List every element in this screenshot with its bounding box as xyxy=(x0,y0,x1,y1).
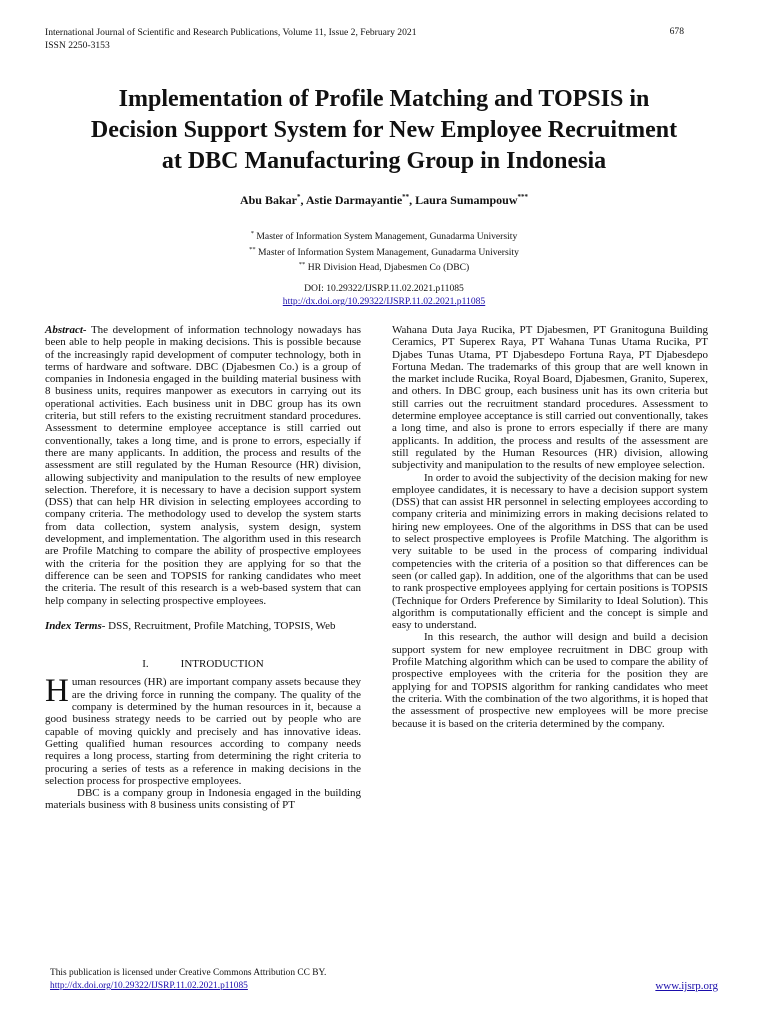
paper-title xyxy=(40,84,728,177)
title-line-1: Implementation of Profile Matching and TOPSIS in xyxy=(118,86,650,112)
affiliation-2-mark: ** xyxy=(249,245,256,253)
intro-paragraph-3: In order to avoid the subjectivity of the decision making for new employee candidates, it is necessary to have a decision support system (DSS) that can assist HR personnel in selecting employees according to company criteria and minimizing errors in making decisions related to hiring new employees. One of the algorithms in DSS that can be used to select prospective employees is Profile Matching. The algorithm is very suitable to be used in the process of comparing individual competencies with the criteria of a position so that differences can be seen (or called gap). In addition, one of the algorithms that can be used to rank prospective employees applying for certain positions is TOPSIS (Technique for Orders Preference by Similarity to Ideal Solution). This algorithm is computationally efficient and the concept is simple and easy to understand. xyxy=(392,471,708,632)
journal-name: International Journal of Scientific and Research Publications, Volume 11, Issue 2, February 2021 xyxy=(45,27,417,38)
left-column xyxy=(45,324,361,812)
index-terms-text: - DSS, Recruitment, Profile Matching, TOPSIS, Web xyxy=(101,619,336,632)
author-3: Laura Sumampouw xyxy=(415,193,518,207)
journal-website-link[interactable]: www.ijsrp.org xyxy=(655,980,718,992)
abstract-text: The development of information technology nowadays has been able to help people in making decisions. This is possible because of the increasingly rapid development of computer technology, both in terms of hardware and software. DBC (Djabesmen Co.) is a group of companies in Indonesia engaged in the building material business with 8 business units, requires manpower as executors in carrying out its operational activities. Each business unit in DBC group has its own criteria, but still refers to the existing recruitment standard procedures. Assessment to determine employee acceptance is still carried out conventionally, takes a long time, and is prone to errors, especially if there are many applicants. In addition, the process and results of the assessment are still regulated by the Human Resource (HR) division, allowing subjectivity and manipulation to the results of new employee selection. Therefore, it is necessary to have a decision support system (DSS) that can help HR division in selecting employees according to company criteria. The methodology used to develop the system starts from data collection, system analysis, system design, system development, and implementation. The algorithm used in this research are Profile Matching to compare the ability of prospective employees with the criteria for the position they are applying for so that the difference can be seen and TOPSIS for ranking candidates who meet the criteria. The result of this research is a web-based system that can help company in selecting prospective employees. xyxy=(45,324,361,607)
section-title-rest: NTRODUCTION xyxy=(184,658,264,671)
abstract xyxy=(45,324,361,607)
section-title-first: I xyxy=(180,658,185,671)
affiliation-3-text: HR Division Head, Djabesmen Co (DBC) xyxy=(307,262,470,274)
author-list: Abu Bakar*, Astie Darmayantie**, Laura Sumampouw*** xyxy=(239,193,529,207)
affiliation-3-mark: ** xyxy=(298,261,306,269)
footer-doi-link[interactable]: http://dx.doi.org/10.29322/IJSRP.11.02.2021.p11085 xyxy=(50,981,248,991)
index-terms xyxy=(45,620,361,632)
doi-label: DOI: 10.29322/IJSRP.11.02.2021.p11085 xyxy=(304,283,464,294)
author-1-mark: * xyxy=(297,193,301,201)
journal-header xyxy=(45,26,417,52)
author-3-mark: *** xyxy=(517,193,529,201)
intro-p1-text: uman resources (HR) are important company assets because they are the driving force in running the company. The quality of the company is determined by the human resources in it, because a good business strategy needs to be carried out by people who are capable of moving quickly and precisely and has innovative ideas. Getting qualified human resources according to company needs requires a long process, starting from determining the right criteria to procuring a series of tests as a reference in making decisions in the selection process for prospective employees. xyxy=(45,676,361,787)
author-2-mark: ** xyxy=(402,193,410,201)
section-number: I. xyxy=(142,658,149,671)
affiliations xyxy=(0,228,768,275)
author-1: Abu Bakar xyxy=(239,193,297,207)
doi-block xyxy=(0,283,768,308)
affiliation-1-text: Master of Information System Management, Gunadarma University xyxy=(256,231,518,243)
title-line-3: at DBC Manufacturing Group in Indonesia xyxy=(161,148,607,174)
abstract-label: Abstract- xyxy=(45,324,87,336)
intro-paragraph-2-end: Wahana Duta Jaya Rucika, PT Djabesmen, PT Granitoguna Building Ceramics, PT Superex Raya, PT Wahana Tunas Utama Rucika, PT Djabes Tunas Utama, PT Djabesdepo Fortuna Raya, PT Djabesdepo Fortuna Medan. The trademarks of this group that are well known in the market include Rucika, Royal Board, Djabesmen, Granito, Superex, and others. In DBC group, each business unit has its own criteria but still carries out the recruitment standard procedures. Assessment to determine employee acceptance is still carried out conventionally, takes a long time, and also is prone to errors especially if there are many applicants. In addition, the process and results of the assessment are still regulated by the Human Resources (HR) division, allowing subjectivity and manipulation to the results of new employee selection. xyxy=(392,324,708,472)
index-terms-label: Index Terms xyxy=(45,619,102,632)
issn: ISSN 2250-3153 xyxy=(45,40,110,51)
doi-link[interactable]: http://dx.doi.org/10.29322/IJSRP.11.02.2021.p11085 xyxy=(282,295,486,307)
page-number: 678 xyxy=(669,26,684,37)
right-column xyxy=(392,324,708,730)
footer xyxy=(50,967,326,993)
drop-cap: H xyxy=(45,673,69,710)
license-notice: This publication is licensed under Creative Commons Attribution CC BY. xyxy=(50,968,327,978)
author-2: Astie Darmayantie xyxy=(305,193,403,207)
affiliation-1-mark: * xyxy=(250,230,254,237)
intro-paragraph-4: In this research, the author will design and build a decision support system for new employee recruitment in DBC group with Profile Matching algorithm which can be used to compare the ability of prospective employees with the criteria for the position they are applying for and TOPSIS algorithm for ranking candidates who meet the criteria. With the combination of the two algorithms, it is hoped that the assessment of prospective new employees will be more precise because it is based on the criteria determined by the company. xyxy=(392,631,708,730)
section-heading-introduction xyxy=(45,658,361,670)
intro-paragraph-1 xyxy=(45,673,361,787)
affiliation-2 xyxy=(0,244,768,260)
affiliation-1 xyxy=(0,228,768,244)
intro-paragraph-2-start: DBC is a company group in Indonesia engaged in the building materials business with 8 business units consisting of PT xyxy=(45,787,361,812)
affiliation-3 xyxy=(0,259,768,275)
title-line-2: Decision Support System for New Employee Recruitment xyxy=(90,117,678,143)
affiliation-2-text: Master of Information System Management, Gunadarma University xyxy=(258,246,519,258)
